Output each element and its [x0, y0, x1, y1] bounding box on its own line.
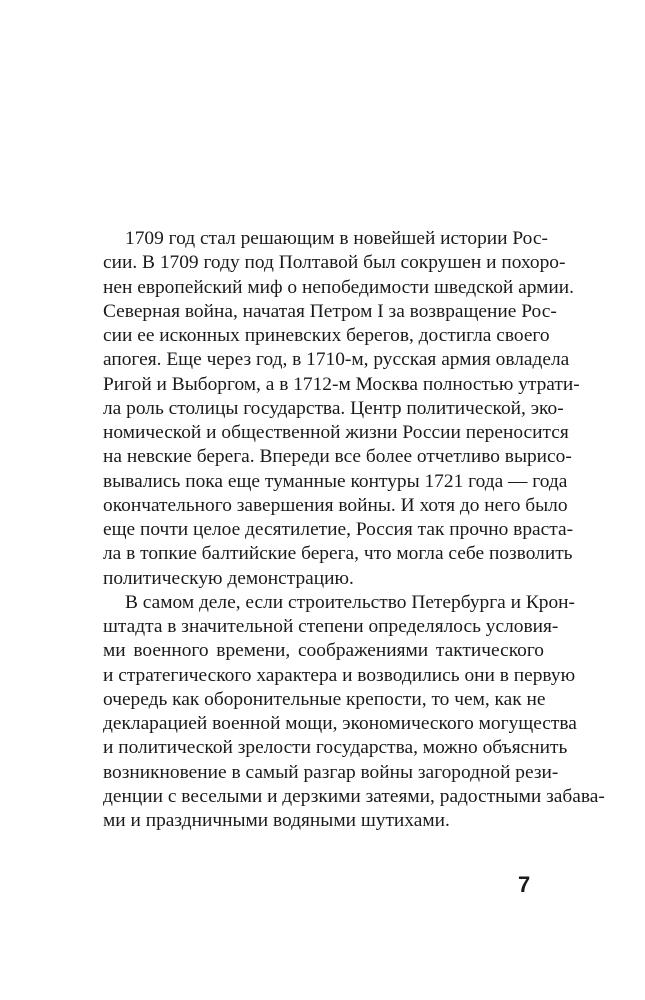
paragraph-2-line: декларацией военной мощи, экономического могущества: [103, 713, 577, 734]
paragraph-1-line: на невские берега. Впереди все более отчетливо вырисо-: [103, 446, 572, 468]
paragraph-1-line: 1709 год стал решающим в новейшей истории Рос-: [125, 228, 548, 249]
paragraph-1-line: Северная война, начатая Петром I за возвращение Рос-: [103, 300, 557, 322]
paragraph-1-line: политическую демонстрацию.: [103, 567, 354, 589]
paragraph-1-line: ла в топкие балтийские берега, что могла себе позволить: [103, 543, 573, 565]
paragraph-1-line: сии. В 1709 году под Полтавой был сокрушен и похоро-: [103, 252, 566, 274]
paragraph-2-line: штадта в значительной степени определялось условия-: [103, 616, 559, 637]
paragraph-1-line: номической и общественной жизни России переносится: [103, 422, 569, 443]
paragraph-1-line: вывались пока еще туманные контуры 1721 года — года: [103, 470, 568, 492]
body-text: [103, 227, 605, 833]
paragraph-2-line: возникновение в самый разгар войны загородной рези-: [103, 761, 559, 783]
paragraph-2-line: и политической зрелости государства, можно объяснить: [103, 737, 568, 759]
paragraph-1-line: окончательного завершения войны. И хотя до него было: [103, 494, 568, 516]
paragraph-1-line: ла роль столицы государства. Центр политической, эко-: [103, 397, 564, 419]
paragraph-2-line: ми и праздничными водяными шутихами.: [103, 810, 450, 831]
paragraph-1-line: апогея. Еще через год, в 1710-м, русская армия овладела: [103, 349, 570, 371]
paragraph-1-line: сии ее исконных приневских берегов, достигла своего: [103, 325, 550, 346]
paragraph-2-line: и стратегического характера и возводились они в первую: [103, 664, 576, 686]
paragraph-2-line: ми военного времени, соображениями тактического: [103, 640, 544, 662]
paragraph-2-line: денции с веселыми и дерзкими затеями, радостными забава-: [103, 785, 605, 807]
paragraph-1-line: нен европейский миф о непобедимости шведской армии.: [103, 276, 574, 298]
paragraph-1-line: Ригой и Выборгом, а в 1712-м Москва полностью утрати-: [103, 373, 580, 395]
paragraph-2-line: очередь как оборонительные крепости, то чем, как не: [103, 688, 546, 710]
page-number: 7: [518, 872, 531, 897]
paragraph-2-line: В самом деле, если строительство Петербурга и Крон-: [125, 591, 576, 613]
paragraph-1-line: еще почти целое десятилетие, Россия так прочно враста-: [103, 519, 574, 540]
